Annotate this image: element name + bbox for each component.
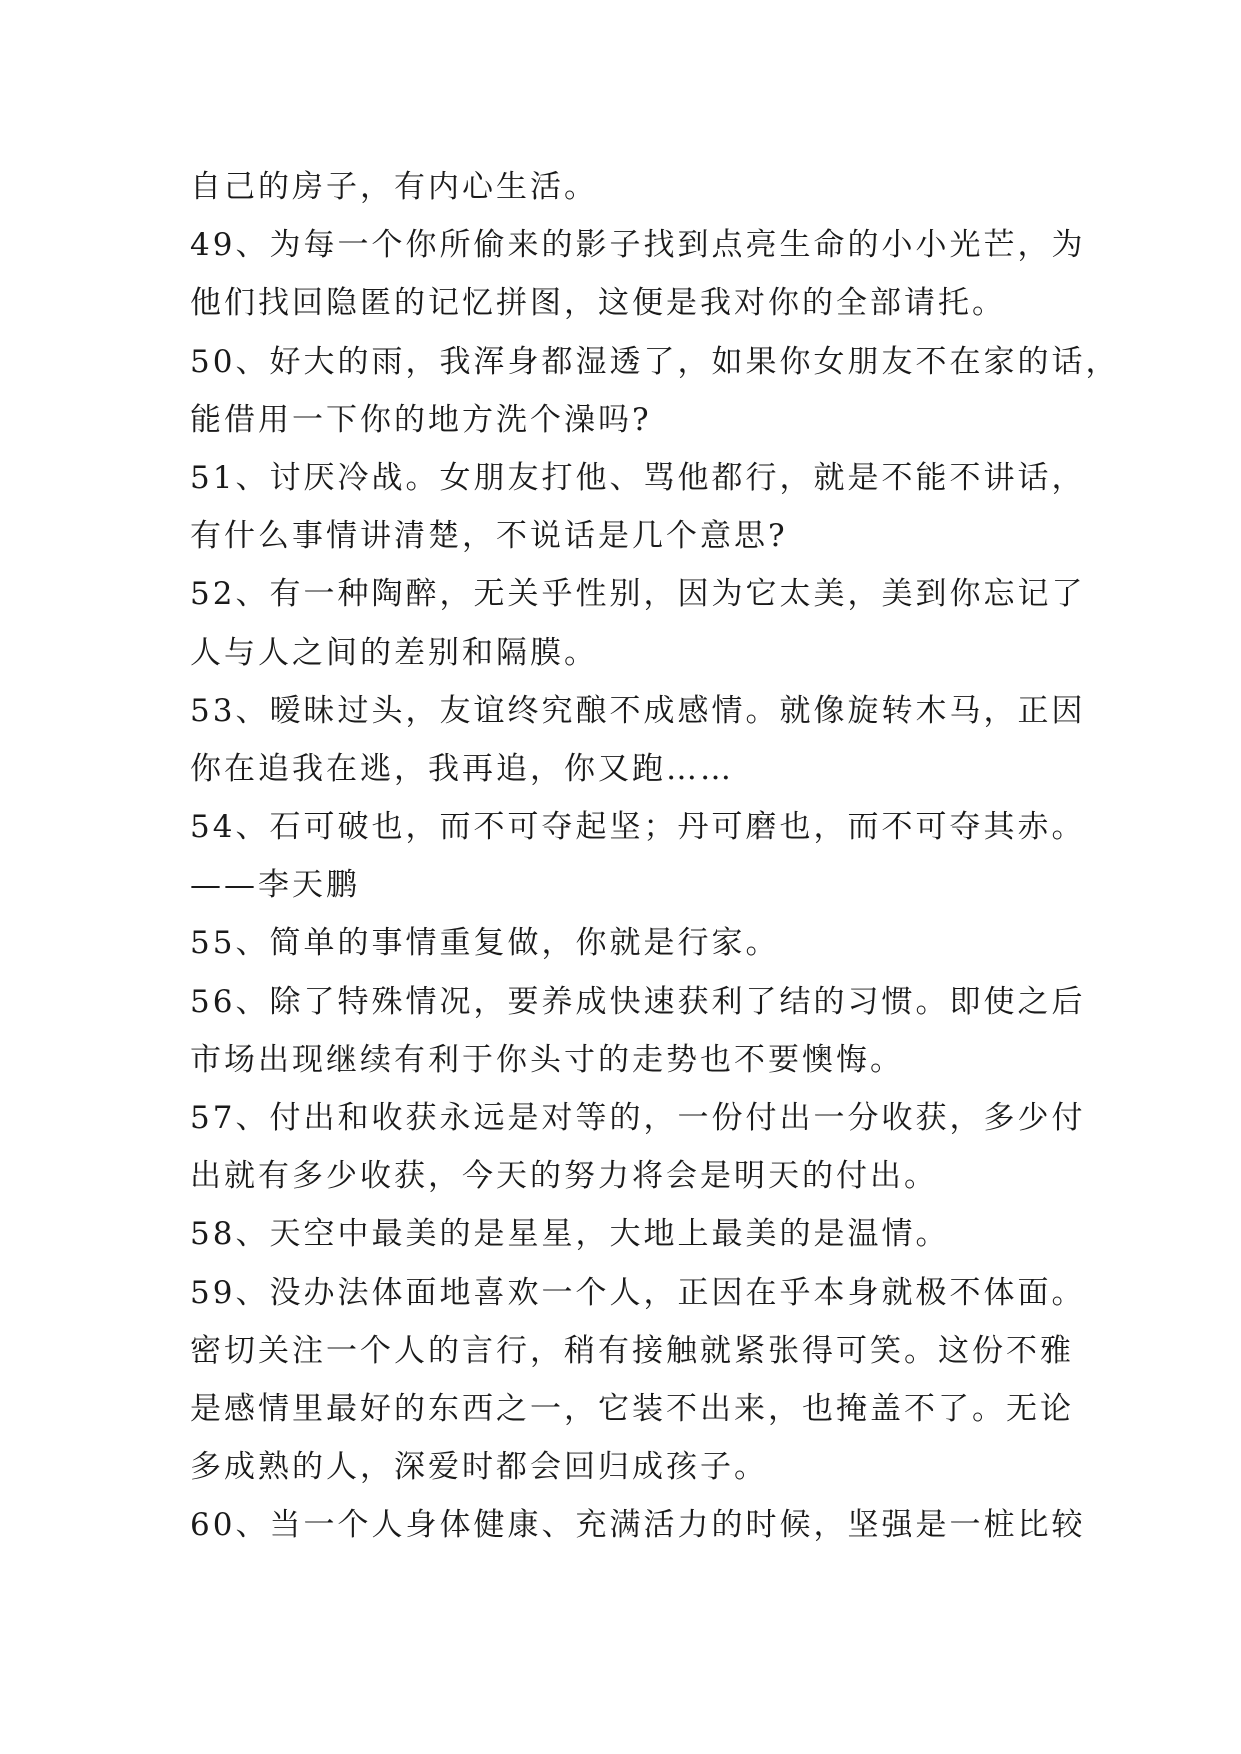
text-line: 市场出现继续有利于你头寸的走势也不要懊悔。 — [190, 1041, 904, 1078]
text-line: 能借用一下你的地方洗个澡吗? — [190, 401, 652, 438]
text-line: 57、付出和收获永远是对等的，一份付出一分收获，多少付 — [190, 1100, 1086, 1136]
text-line: 自己的房子，有内心生活。 — [190, 169, 598, 205]
text-line: 51、讨厌冷战。女朋友打他、骂他都行，就是不能不讲话， — [190, 459, 1086, 496]
text-line: 有什么事情讲清楚，不说话是几个意思? — [190, 518, 788, 555]
text-line: 是感情里最好的东西之一，它装不出来，也掩盖不了。无论 — [190, 1390, 1074, 1427]
document-body — [190, 158, 1120, 1555]
text-line: 53、暧昧过头，友谊终究酿不成感情。就像旋转木马，正因 — [190, 692, 1086, 729]
text-line: 60、当一个人身体健康、充满活力的时候，坚强是一桩比较 — [190, 1507, 1086, 1544]
text-line: 52、有一种陶醉，无关乎性别，因为它太美，美到你忘记了 — [190, 576, 1086, 613]
text-line: 你在追我在逃，我再追，你又跑…… — [190, 750, 734, 787]
text-line: 55、简单的事情重复做，你就是行家。 — [190, 925, 780, 962]
text-line: 多成熟的人，深爱时都会回归成孩子。 — [190, 1449, 768, 1486]
text-line: 他们找回隐匿的记忆拼图，这便是我对你的全部请托。 — [190, 285, 1006, 322]
text-line: 56、除了特殊情况，要养成快速获利了结的习惯。即使之后 — [190, 983, 1086, 1020]
text-line: 50、好大的雨，我浑身都湿透了，如果你女朋友不在家的话， — [190, 343, 1120, 380]
text-line: 49、为每一个你所偷来的影子找到点亮生命的小小光芒，为 — [190, 227, 1086, 264]
text-line: 出就有多少收获，今天的努力将会是明天的付出。 — [190, 1158, 938, 1195]
text-line: 54、石可破也，而不可夺起坚；丹可磨也，而不可夺其赤。 — [190, 809, 1086, 846]
text-line: 59、没办法体面地喜欢一个人，正因在乎本身就极不体面。 — [190, 1274, 1086, 1311]
text-line: 58、天空中最美的是星星，大地上最美的是温情。 — [190, 1216, 950, 1253]
text-line: 人与人之间的差别和隔膜。 — [190, 634, 598, 671]
text-line: 密切关注一个人的言行，稍有接触就紧张得可笑。这份不雅 — [190, 1332, 1074, 1369]
text-line: ——李天鹏 — [190, 867, 360, 904]
